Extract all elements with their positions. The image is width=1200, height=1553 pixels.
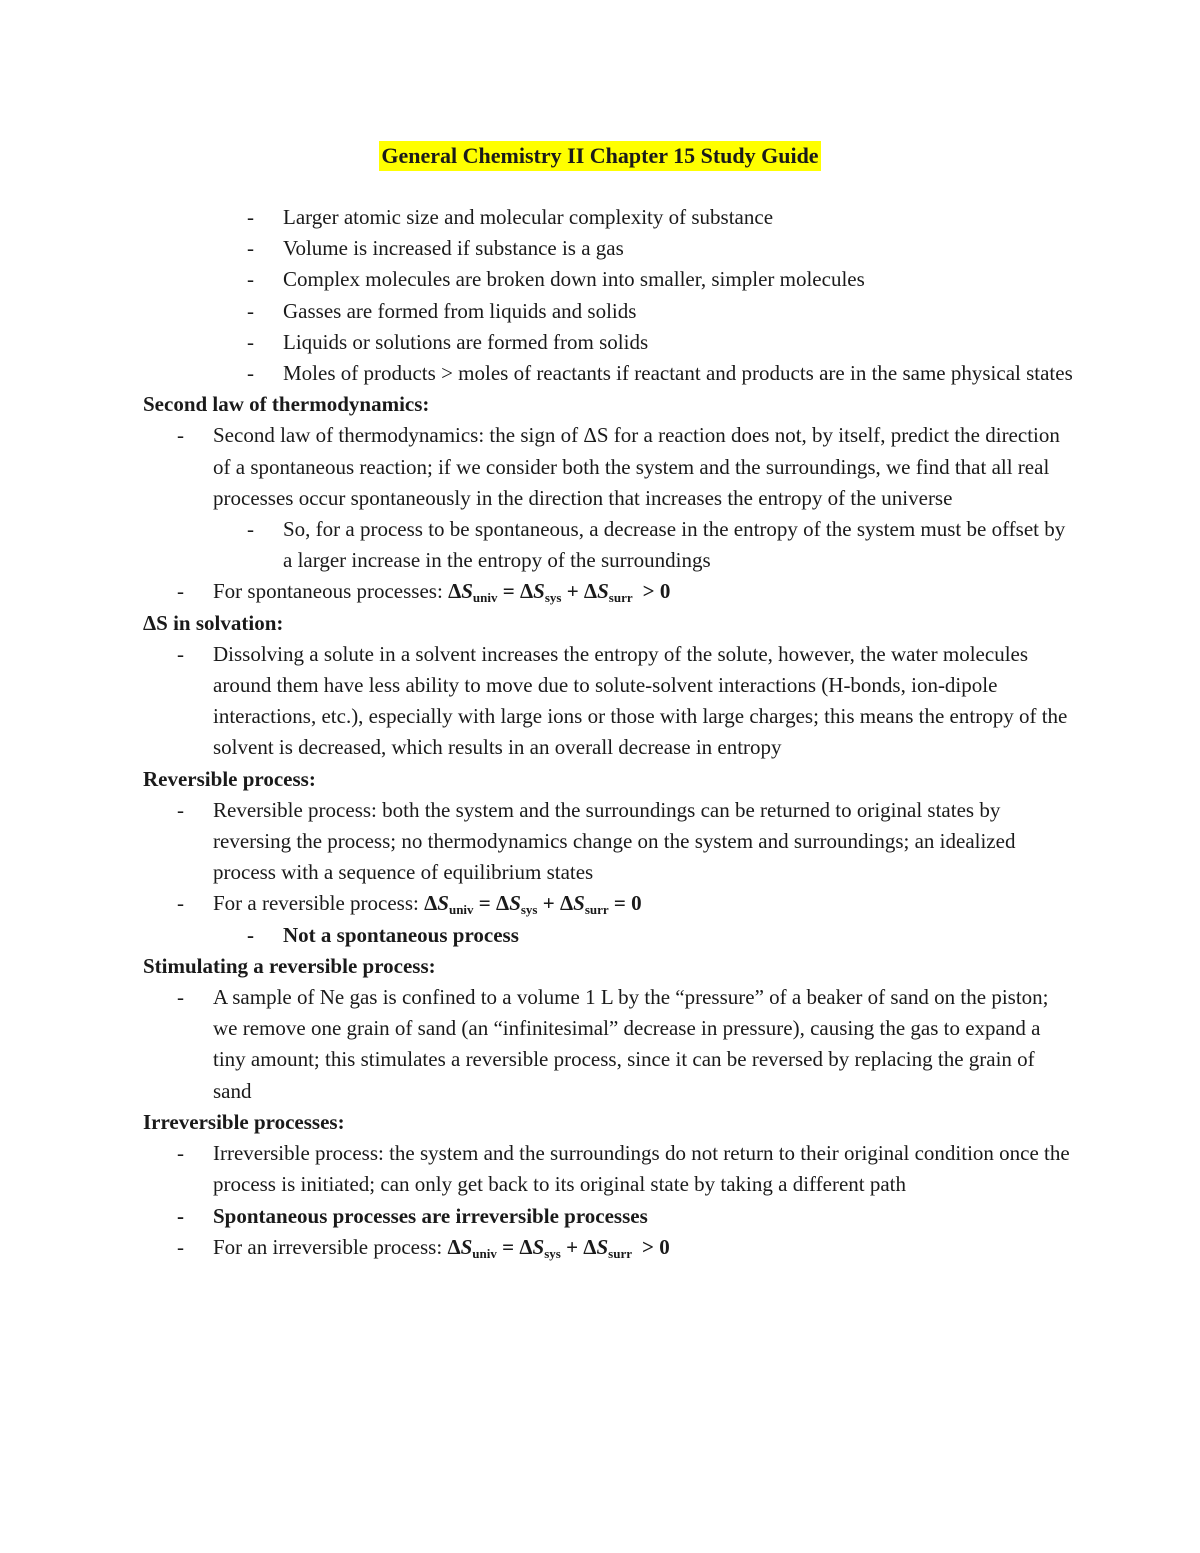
section-heading-reversible: Reversible process: — [143, 766, 316, 791]
list-item: - So, for a process to be spontaneous, a decrease in the entropy of the system must be offset by a larger increase in the entropy of the surroundings — [143, 514, 1073, 576]
list-item: - Irreversible process: the system and the surroundings do not return to their original condition once the process is initiated; can only get back to its original state by taking a different path — [143, 1138, 1073, 1200]
spontaneous-formula: $\Delta S_{univ} = \Delta S_{sys} + \Delta S_{surr} > 0$ — [448, 579, 671, 606]
bullet-dash: - — [247, 361, 254, 386]
list-item: - Dissolving a solute in a solvent increases the entropy of the solute, however, the water molecules around them have less ability to move due to solute-solvent interactions (H-bonds, ion-dipole interactions, etc.), especially with large ions or those with large charges; this means the entropy of the solvent is decreased, which results in an overall decrease in entropy — [143, 639, 1073, 764]
section-heading-second-law: Second law of thermodynamics: — [143, 392, 430, 417]
list-item: - Not a spontaneous process — [143, 920, 1073, 951]
list-item: - Reversible process: both the system and the surroundings can be returned to original states by reversing the process; no thermodynamics change on the system and surroundings; an idealized process with a sequence of equilibrium states — [143, 795, 1073, 889]
bullet-dash: - — [177, 423, 184, 448]
bullet-dash: - — [247, 329, 254, 354]
irreversible-formula: $\Delta S_{univ} = \Delta S_{sys} + \Delta S_{surr} > 0$ — [447, 1234, 670, 1261]
list-item: - Liquids or solutions are formed from solids — [143, 327, 1073, 358]
section-heading-solvation: ΔS in solvation: — [143, 610, 284, 635]
list-item: - Larger atomic size and molecular complexity of substance — [143, 202, 1073, 233]
list-item: - Complex molecules are broken down into smaller, simpler molecules — [143, 264, 1073, 295]
section-heading-stimulating: Stimulating a reversible process: — [143, 953, 436, 978]
list-item: - For an irreversible process: $\Delta S_{univ} = \Delta S_{sys} + \Delta S_{surr} > 0$ — [143, 1232, 1073, 1263]
bullet-dash: - — [177, 891, 184, 916]
bullet-dash: - — [177, 1141, 184, 1166]
list-item: - Spontaneous processes are irreversible processes — [143, 1201, 1073, 1232]
bullet-dash: - — [247, 298, 254, 323]
document-body — [143, 202, 1073, 1263]
bullet-dash: - — [177, 797, 184, 822]
bullet-dash: - — [177, 1203, 184, 1228]
bullet-dash: - — [247, 517, 254, 542]
section-heading-irreversible: Irreversible processes: — [143, 1109, 345, 1134]
bullet-dash: - — [247, 267, 254, 292]
bullet-dash: - — [247, 922, 254, 947]
bullet-dash: - — [247, 236, 254, 261]
bullet-dash: - — [177, 1234, 184, 1259]
bullet-dash: - — [247, 205, 254, 229]
bullet-dash: - — [177, 579, 184, 604]
list-item: - Second law of thermodynamics: the sign of ΔS for a reaction does not, by itself, predict the direction of a spontaneous reaction; if we consider both the system and the surroundings, we find that all real processes occur spontaneously in the direction that increases the entropy of the universe — [143, 420, 1073, 514]
list-item: - For a reversible process: $\Delta S_{univ} = \Delta S_{sys} + \Delta S_{surr} = 0$ — [143, 888, 1073, 919]
reversible-formula: $\Delta S_{univ} = \Delta S_{sys} + \Delta S_{surr} = 0$ — [424, 891, 642, 918]
list-item: - Volume is increased if substance is a gas — [143, 233, 1073, 264]
list-item: - Moles of products > moles of reactants if reactant and products are in the same physical states — [143, 358, 1073, 389]
list-item: - A sample of Ne gas is confined to a volume 1 L by the “pressure” of a beaker of sand on the piston; we remove one grain of sand (an “infinitesimal” decrease in pressure), causing the gas to expand a tiny amount; this stimulates a reversible process, since it can be reversed by replacing the grain of sand — [143, 982, 1073, 1107]
list-item: - Gasses are formed from liquids and solids — [143, 296, 1073, 327]
bullet-dash: - — [177, 985, 184, 1010]
intro-list — [143, 202, 1073, 389]
bullet-dash: - — [177, 641, 184, 666]
page-title: General Chemistry II Chapter 15 Study Guide — [379, 141, 820, 171]
list-item: - For spontaneous processes: $\Delta S_{univ} = \Delta S_{sys} + \Delta S_{surr} > 0$ — [143, 576, 1073, 607]
